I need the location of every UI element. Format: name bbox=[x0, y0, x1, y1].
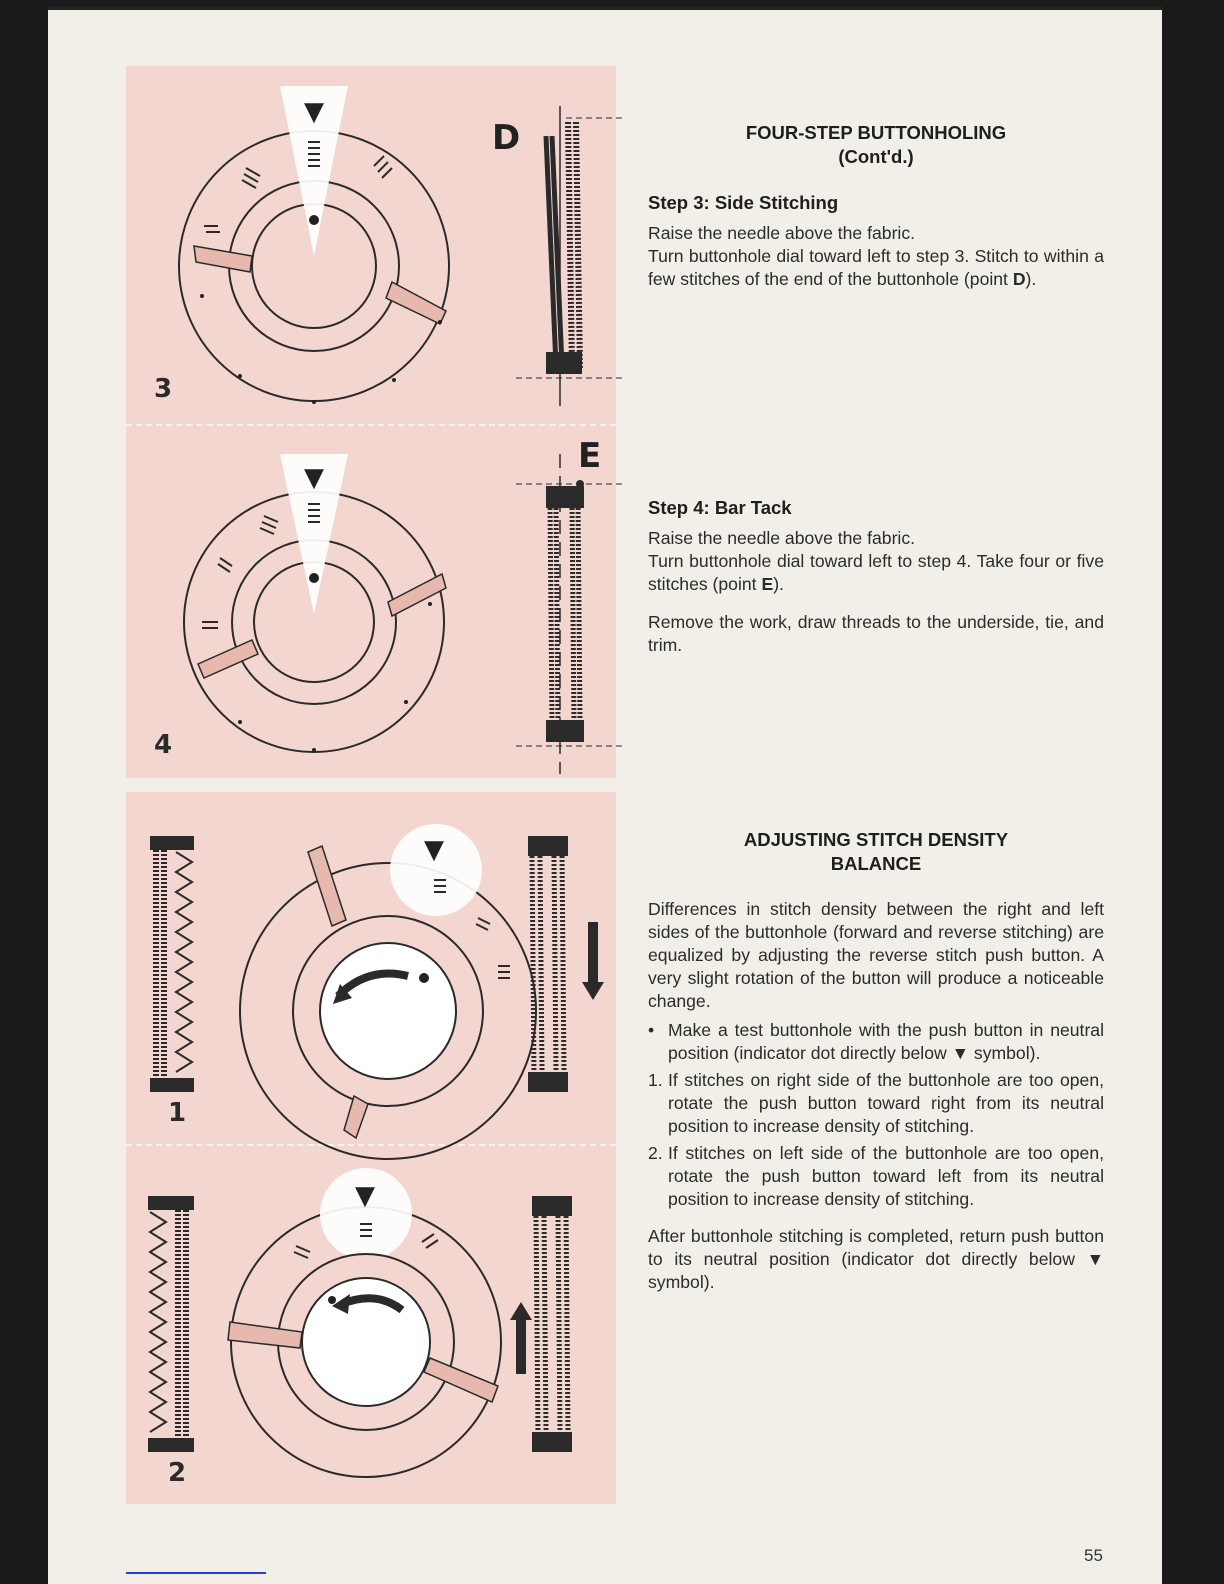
four-step-title-line1: FOUR-STEP BUTTONHOLING bbox=[745, 122, 1007, 143]
buttonhole-example-1-diagram bbox=[144, 832, 214, 1102]
example-2-label: 2 bbox=[168, 1458, 187, 1488]
point-d-label: D bbox=[492, 118, 521, 158]
step-4-line1: Raise the needle above the fabric. bbox=[648, 528, 916, 548]
indicator-mark-icon-density: ▼ bbox=[424, 835, 444, 865]
step-3-line2c: ). bbox=[1025, 269, 1037, 289]
list-marker: • bbox=[648, 1020, 655, 1040]
step-4-line2c: ). bbox=[773, 574, 784, 594]
list-item bbox=[648, 1019, 1104, 1065]
buttonhole-step-3-diagram bbox=[516, 106, 626, 406]
step-4-section bbox=[648, 496, 1104, 657]
step-4-line2 bbox=[648, 550, 1104, 596]
step-4-line3: Remove the work, draw threads to the underside, tie, and trim. bbox=[648, 612, 1104, 655]
four-step-illustration-panel bbox=[126, 66, 616, 778]
density-title bbox=[648, 828, 1104, 876]
step-4-line2a: Turn buttonhole dial toward left to step 4. Take four or five stitches (point bbox=[648, 551, 1104, 594]
dial-density-left bbox=[226, 1172, 506, 1472]
density-outro: After buttonhole stitching is completed, return push button to its neutral position (indicator dot directly below ▼ symbol). bbox=[648, 1226, 1104, 1292]
dial-step-3 bbox=[184, 86, 464, 416]
density-illustration-panel bbox=[126, 792, 616, 1504]
list-marker: 2. bbox=[648, 1143, 663, 1163]
step-3-line2 bbox=[648, 245, 1104, 291]
panel-divider bbox=[126, 424, 616, 426]
page-number: 55 bbox=[1084, 1546, 1103, 1565]
step-3-section bbox=[648, 191, 1104, 291]
buttonhole-example-2-diagram bbox=[144, 1192, 214, 1462]
list-item-text: Make a test buttonhole with the push button in neutral position (indicator dot directly below ▼ symbol). bbox=[668, 1020, 1104, 1063]
density-steps-list bbox=[648, 1019, 1104, 1211]
list-item bbox=[648, 1142, 1104, 1211]
dial-step-4 bbox=[184, 454, 464, 764]
list-item-text: If stitches on left side of the buttonhole are too open, rotate the push button toward left from its neutral position to increase density of stitching. bbox=[668, 1143, 1104, 1209]
step-3-line2a: Turn buttonhole dial toward left to step 3. Stitch to within a few stitches of the end of the buttonhole (point bbox=[648, 246, 1104, 289]
step-4-label: 4 bbox=[154, 730, 173, 760]
buttonhole-example-1-right-diagram bbox=[522, 832, 602, 1102]
panel-divider-2 bbox=[126, 1144, 616, 1146]
density-intro: Differences in stitch density between the right and left sides of the buttonhole (forward and reverse stitching) are equalized by adjusting the reverse stitch push button. A very slight rotation of the button will produce a noticeable change. bbox=[648, 899, 1104, 1011]
example-1-label: 1 bbox=[168, 1098, 187, 1128]
step-3-heading: Step 3: Side Stitching bbox=[648, 192, 839, 213]
footer-underline bbox=[126, 1572, 266, 1574]
page-top-edge bbox=[48, 6, 1162, 10]
density-body bbox=[648, 898, 1104, 1294]
list-item bbox=[648, 1069, 1104, 1138]
list-item-text: If stitches on right side of the buttonhole are too open, rotate the push button toward right from its neutral position to increase density of stitching. bbox=[668, 1070, 1104, 1136]
buttonhole-step-4-diagram bbox=[516, 454, 626, 774]
step-3-label: 3 bbox=[154, 374, 173, 404]
step-4-heading: Step 4: Bar Tack bbox=[648, 497, 792, 518]
density-title-line1: ADJUSTING STITCH DENSITY bbox=[743, 829, 1009, 850]
buttonhole-example-2-right-diagram bbox=[522, 1192, 602, 1462]
four-step-title bbox=[648, 121, 1104, 169]
point-e-label: E bbox=[578, 436, 602, 476]
indicator-mark-icon: ▼ bbox=[304, 97, 324, 127]
manual-page bbox=[48, 6, 1162, 1584]
indicator-mark-icon-density-2: ▼ bbox=[355, 1181, 375, 1211]
dial-density-right bbox=[238, 826, 498, 1126]
step-4-point-ref: E bbox=[761, 574, 774, 594]
list-marker: 1. bbox=[648, 1070, 663, 1090]
step-3-point-ref: D bbox=[1012, 269, 1026, 289]
four-step-title-line2: (Cont'd.) bbox=[838, 146, 914, 167]
density-title-line2: BALANCE bbox=[830, 853, 922, 874]
step-3-line1: Raise the needle above the fabric. bbox=[648, 223, 916, 243]
indicator-mark-icon-4: ▼ bbox=[304, 463, 324, 493]
